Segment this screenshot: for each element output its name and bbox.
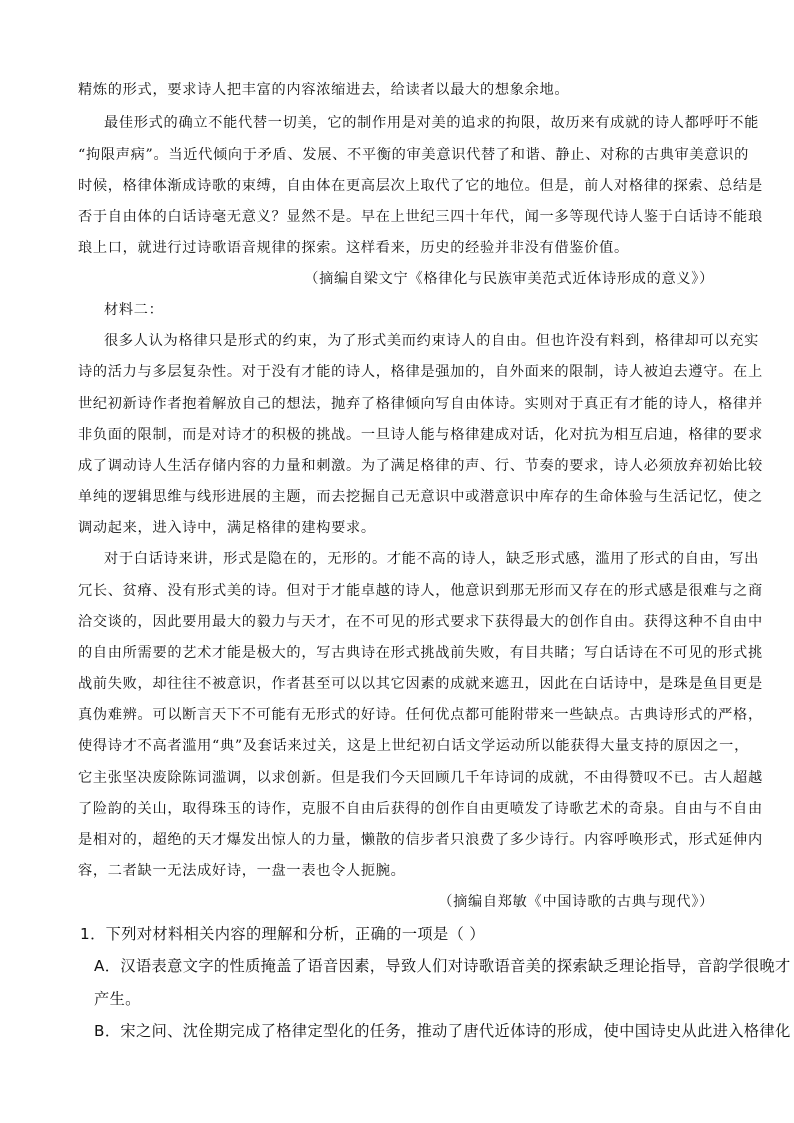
option-b-line: B．宋之问、沈佺期完成了格律定型化的任务，推动了唐代近体诗的形成，使中国诗史从此进入格律化: [94, 1022, 791, 1040]
paragraph-line: 精炼的形式，要求诗人把丰富的内容浓缩进去，给读者以最大的想象余地。: [78, 82, 570, 98]
paragraph-line: 最佳形式的确立不能代替一切美，它的制作用是对美的追求的拘限，故历来有成就的诗人都呼吁不能: [104, 115, 760, 131]
option-a-line: 产生。: [94, 990, 141, 1008]
source-citation: （摘编自郑敏《中国诗歌的古典与现代》）: [438, 894, 714, 910]
paragraph-line: 调动起来，进入诗中，满足格律的建构要求。: [78, 520, 376, 536]
paragraph-line: 时候，格律体渐成诗歌的束缚，自由体在更高层次上取代了它的地位。但是，前人对格律的探索、总结是: [78, 178, 763, 194]
paragraph-line: 很多人认为格律只是形式的约束，为了形式美而约束诗人的自由。但也许没有料到，格律却可以充实: [104, 333, 760, 349]
paragraph-line: 冗长、贫瘠、没有形式美的诗。但对于才能卓越的诗人，他意识到那无形而又存在的形式感是很难与之商: [78, 583, 763, 599]
paragraph-line: 战前失败，却往往不被意识，作者甚至可以以其它因素的成就来遮丑，因此在白话诗中，是珠是鱼目更是: [78, 676, 763, 692]
paragraph-line: “拘限声病”。当近代倾向于矛盾、发展、不平衡的审美意识代替了和谐、静止、对称的古典审美意识的: [78, 147, 749, 163]
paragraph-line: 的自由所需要的艺术才能是极大的，写古典诗在形式挑战前失败，有目共睹；写白话诗在不可见的形式挑: [78, 645, 763, 661]
paragraph-line: 是相对的，超绝的天才爆发出惊人的力量，懒散的信步者只浪费了多少诗行。内容呼唤形式，形式延伸内: [78, 832, 763, 848]
paragraph-line: 容，二者缺一无法成好诗，一盘一表也令人扼腕。: [78, 863, 406, 879]
paragraph-line: 非负面的限制，而是对诗才的积极的挑战。一旦诗人能与格律建成对话，化对抗为相互启迪，格律的要求: [78, 427, 763, 443]
paragraph-line: 洽交谈的，因此要用最大的毅力与天才，在不可见的形式要求下获得最大的创作自由。获得这种不自由中: [78, 614, 763, 630]
paragraph-line: 成了调动诗人生活存储内容的力量和刺激。为了满足格律的声、行、节奏的要求，诗人必须放弃初始比较: [78, 458, 763, 474]
paragraph-line: 了险韵的关山，取得珠玉的诗作，克服不自由后获得的创作自由更喷发了诗歌艺术的奇泉。自由与不自由: [78, 801, 763, 817]
source-citation: （摘编自梁文宁《格律化与民族审美范式近体诗形成的意义》）: [304, 271, 714, 287]
material-label: 材料二：: [104, 302, 164, 318]
paragraph-line: 否于自由体的白话诗毫无意义？显然不是。早在上世纪三四十年代，闻一多等现代诗人鉴于白话诗不能琅: [78, 209, 763, 225]
paragraph-line: 使得诗才不高者滥用“典”及套话来过关，这是上世纪初白话文学运动所以能获得大量支持的原因之一，: [78, 738, 749, 754]
paragraph-line: 对于白话诗来讲，形式是隐在的，无形的。才能不高的诗人，缺乏形式感，滥用了形式的自由，写出: [104, 551, 760, 567]
paragraph-line: 琅上口，就进行过诗歌语音规律的探索。这样看来，历史的经验并非没有借鉴价值。: [78, 240, 629, 256]
paragraph-line: 它主张坚决废除陈词滥调，以求创新。但是我们今天回顾几千年诗词的成就，不由得赞叹不已。古人超越: [78, 770, 763, 786]
paragraph-line: 真伪难辨。可以断言天下不可能有无形式的好诗。任何优点都可能附带来一些缺点。古典诗形式的严格，: [78, 707, 763, 723]
option-a-line: A．汉语表意文字的性质掩盖了语音因素，导致人们对诗歌语音美的探索缺乏理论指导，音韵学很晚才: [94, 957, 791, 975]
paragraph-line: 诗的活力与多层复杂性。对于没有才能的诗人，格律是强加的，自外面来的限制，诗人被迫去遵守。在上: [78, 364, 763, 380]
paragraph-line: 世纪初新诗作者抱着解放自己的想法，抛弃了格律倾向写自由体诗。实则对于真正有才能的诗人，格律并: [78, 396, 763, 412]
paragraph-line: 单纯的逻辑思维与线形进展的主题，而去挖掘自己无意识中或潜意识中库存的生命体验与生活记忆，使之: [78, 489, 763, 505]
question-stem: 1．下列对材料相关内容的理解和分析，正确的一项是（ ）: [80, 925, 485, 943]
